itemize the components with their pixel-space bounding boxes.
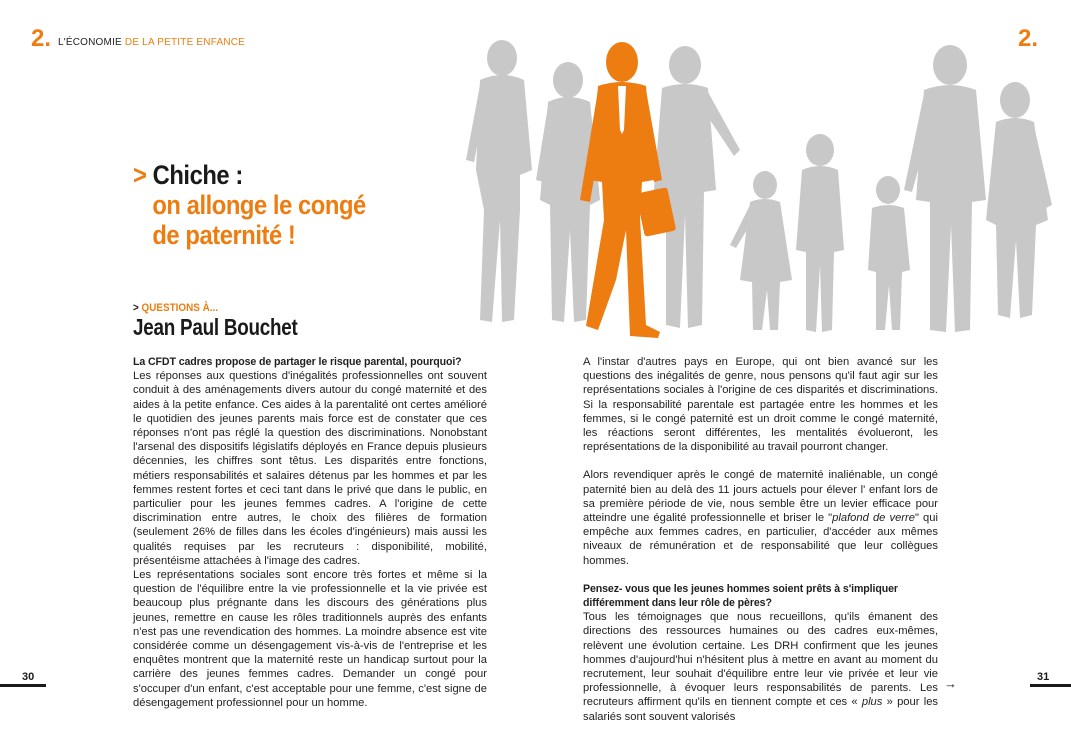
page-bar-right [1030,684,1071,687]
title-line2: on allonge le congé [152,190,366,220]
left-column [133,355,487,710]
question-2: Pensez- vous que les jeunes hommes soient prêts à s'impliquer différemment dans leur rôle de pères? [583,582,898,610]
page-number-right: 31 [1037,671,1050,683]
chapter-number-left: 2. [31,25,52,52]
interview-label-arrow: > [133,302,139,314]
right-paragraph-3-a: Tous les témoignages que nous recueillons, qu'ils émanent des directions des ressources humaines ou des cadres eux-mêmes, relèvent une évolution certaine. Les DRH confirment que les jeunes hommes d'aujourd'hui n'hésitent plus à mettre en avant au moment du recrutement, leur souhait d'équilibre entre leur vie privée et leur vie professionnelle, à évoquer leurs responsabilités de parents. Les recruteurs affirment qu'ils en tiennent compte et ces « [583,611,938,709]
question-1: La CFDT cadres propose de partager le risque parental, pourquoi? [133,356,462,368]
right-paragraph-3 [583,610,938,724]
left-paragraph-2: Les représentations sociales sont encore très fortes et même si la question de l'équilibre entre la vie professionnelle et la vie privée est beaucoup plus prégnante dans les discours des générations plus jeunes, remettre en cause les rôles traditionnels auprès des enfants n'est pas une revendication des hommes. La moindre absence est vite considérée comme un désengagement vis-à-vis de l'entreprise et les enquêtes montrent que la maternité reste un handicap surtout pour la carrière des jeunes femmes cadres. Demander un congé pour s'occuper d'un enfant, c'est acceptable pour une femme, c'est signe de désengagement professionnel pour un homme. [133,569,487,709]
right-paragraph-1: A l'instar d'autres pays en Europe, qui ont bien avancé sur les questions des inégalités de genre, nous pensons qu'il faut agir sur les représentations sociales à l'origine de ces disparités et discriminations. Si la responsabilité parentale est partagée entre les hommes et les femmes, si le congé paternité est un droit comme le congé maternité, les réactions seront différentes, les mentalités évolueront, les représentations de la disponibilité au travail pourront changer. [583,356,938,454]
left-paragraph-1: Les réponses aux questions d'inégalités professionnelles ont souvent conduit à des aménagements divers autour du congé maternité et des aides à la petite enfance. Ces aides à la parentalité ont certes amélioré le quotidien des jeunes parents mais force est de constater que ces réponses n'ont pas réglé la question des discriminations. Nonobstant l'arsenal des dispositifs législatifs déployés en France depuis plusieurs décennies, les chiffres sont têtus. Les disparités entre fonctions, métiers responsabilités et salaires détenus par les hommes et par les femmes restent fortes et ceci tant dans le privé que dans le public, en particulier pour les jeunes femmes cadres. A l'origine de cette discrimination entre autres, le choix des filières de formation (seulement 26% de filles dans les écoles d'ingénieurs) mais aussi les qualités requises par les recruteurs : disponibilité, mobilité, présentéisme attachées à l'image des cadres. [133,370,487,567]
page-number-left: 30 [22,671,35,683]
silhouette-girl [730,171,792,330]
chapter-number-right: 2. [1018,25,1039,52]
chapter-title [58,37,245,49]
right-paragraph-2-b: " qui empêche aux femmes cadres, en particulier, d'accéder aux mêmes niveaux de rémunération et de responsabilité que leur collègues hommes. [583,512,938,567]
continue-arrow-icon: → [944,676,957,691]
right-paragraph-3-b: » pour les salariés sont souvent valorisés [583,696,939,723]
right-paragraph-2-a: Alors revendiquer après le congé de maternité inaliénable, un congé paternité bien au delà des 11 jours actuels pour élever l' enfant lors de sa première période de vie, nous semble être un levier efficace pour atteindre une égalité professionnelle et briser le " [583,469,938,525]
right-paragraph-2 [583,468,938,567]
family-silhouettes-illustration [440,30,1071,350]
page-bar-left [0,684,46,687]
interview-label-text: QUESTIONS À... [141,302,219,314]
chapter-title-part2: DE LA PETITE ENFANCE [124,37,246,48]
right-paragraph-2-emphasis: plafond de verre [832,512,915,525]
silhouette-man-3 [654,46,740,328]
silhouette-woman-right [986,82,1052,318]
title-line1: Chiche : [152,160,243,190]
title-line3: de paternité ! [152,220,296,250]
silhouette-man-right [904,45,986,332]
silhouette-child [868,176,910,330]
chapter-title-part1: L'ÉCONOMIE [58,37,125,48]
right-paragraph-3-emphasis: plus [861,696,883,709]
interview-label [133,302,218,314]
interviewee-name: Jean Paul Bouchet [133,314,298,340]
right-column [583,355,938,724]
silhouette-boy [796,134,844,332]
silhouette-woman-left [466,40,532,322]
article-title [133,160,366,250]
title-arrow: > [133,160,147,190]
